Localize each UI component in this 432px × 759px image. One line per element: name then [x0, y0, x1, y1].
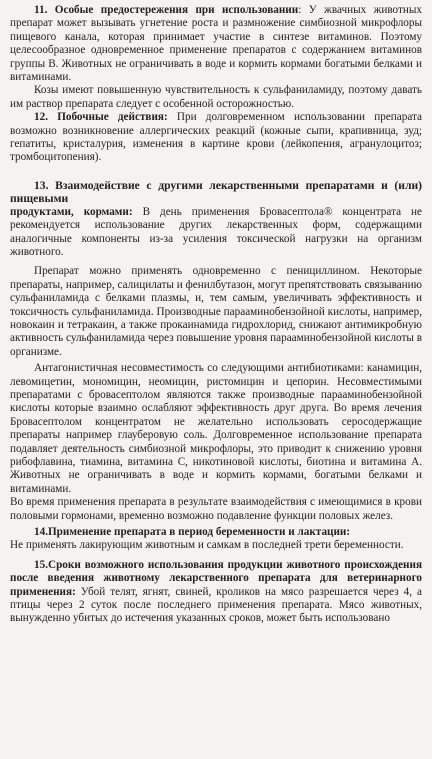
- section-12-heading: 12. Побочные действия:: [34, 111, 168, 124]
- section-13-paragraph-3: Антагонистичная несовместимость со следующими антибиотиками: канамицин, левомицетин, мономицин, неомицин, ристомицин и цепорин. Несовместимыми препаратами с бровасептолом являются также производные парааминобензойной кислоты которые взаимно ослабляют эффективность друг друга. Во время лечения Бровасептолом концентратом не желательно использовать серосодержащие препараты например глауберовую соль. Долговременное использование препарата подавляет деятельность симбиозной микрофлоры, это приводит к снижению уровня рибофлавина, тиамина, витамина С, никотиновой кислоты, биотина и витамина А. Животных не ограничивать в воде и кормить кормами, богатыми белками и витаминами.: [10, 362, 422, 495]
- section-12-text: При долговременном использовании препарата возможно возникновение аллергических реакций (кожные сыпи, крапивница, зуд; гепатиты, кристалурия, изменения в картине крови (лейкопения, агранулоцитоз; тромбоцитопения).: [10, 111, 422, 164]
- section-15-heading: 15.Сроки возможного использования продукции животного происхождения после введения животному лекарственного препарата для ветеринарного применения:: [10, 558, 422, 598]
- section-15: [10, 559, 422, 626]
- section-11-paragraph-2: Козы имеют повышенную чувствительность к сульфаниламиду, поэтому давать им раствор препарата следует с особенной осторожностью.: [10, 84, 422, 110]
- section-13-heading: 13. Взаимодействие с другими лекарственными препаратами и (или) пищевыми: [10, 178, 422, 206]
- section-14-text: Не применять лакирующим животным и самкам в последней трети беременности.: [10, 539, 404, 552]
- section-13-paragraph-2: Препарат можно применять одновременно с пенициллином. Некоторые препараты, например, салицилаты и фенилбутазон, могут препятствовать связыванию сульфаниламида с белками плазмы, и, тем самым, увеличивать эффективность и токсичность сульфаниламида. Производные парааминобензойной кислоты, например, новокаин и тетракаин, а также прокаинамида гидрохлорид, снижают антимикробную активность сульфаниламида через повышение уровня парааминобензойной кислоты в организме.: [10, 265, 422, 358]
- section-11-text: : У жвачных животных препарат может вызывать угнетение роста и размножение симбиозной микрофлоры пищевого канала, которая принимает участие в синтезе витаминов. Поэтому целесообразное одновременное применение препаратов с содержанием витаминов группы В. Животных не ограничивать в воде и кормить кормами богатыми белками и витаминами.: [10, 4, 422, 84]
- section-11: [10, 4, 422, 84]
- section-12: [10, 111, 422, 165]
- section-15-text: Убой телят, ягнят, свиней, кроликов на мясо разрешается через 4, а птицы через 2 суток после последнего применения препарата. Мясо животных, вынужденно убитых до истечения указанных сроков, может быть использовано: [10, 585, 422, 625]
- section-13-paragraph-1: [10, 206, 422, 260]
- section-11-heading: 11. Особые предостережения при использовании: [34, 4, 299, 16]
- section-13-paragraph-4: Во время применения препарата в результате взаимодействия с имеющимися в крови половыми гормонами, временно возможно подавление функции половых желез.: [10, 496, 422, 522]
- section-13-text-1: В день применения Бровасептола® концентрата не рекомендуется использование других лекарственных форм, содержащими аналогичные компоненты из-за усиления токсической нагрузки на организм животного.: [10, 205, 423, 258]
- section-13-heading-continuation: продуктами, кормами:: [10, 205, 133, 218]
- section-14-heading: 14.Применение препарата в период беременности и лактации:: [34, 526, 351, 539]
